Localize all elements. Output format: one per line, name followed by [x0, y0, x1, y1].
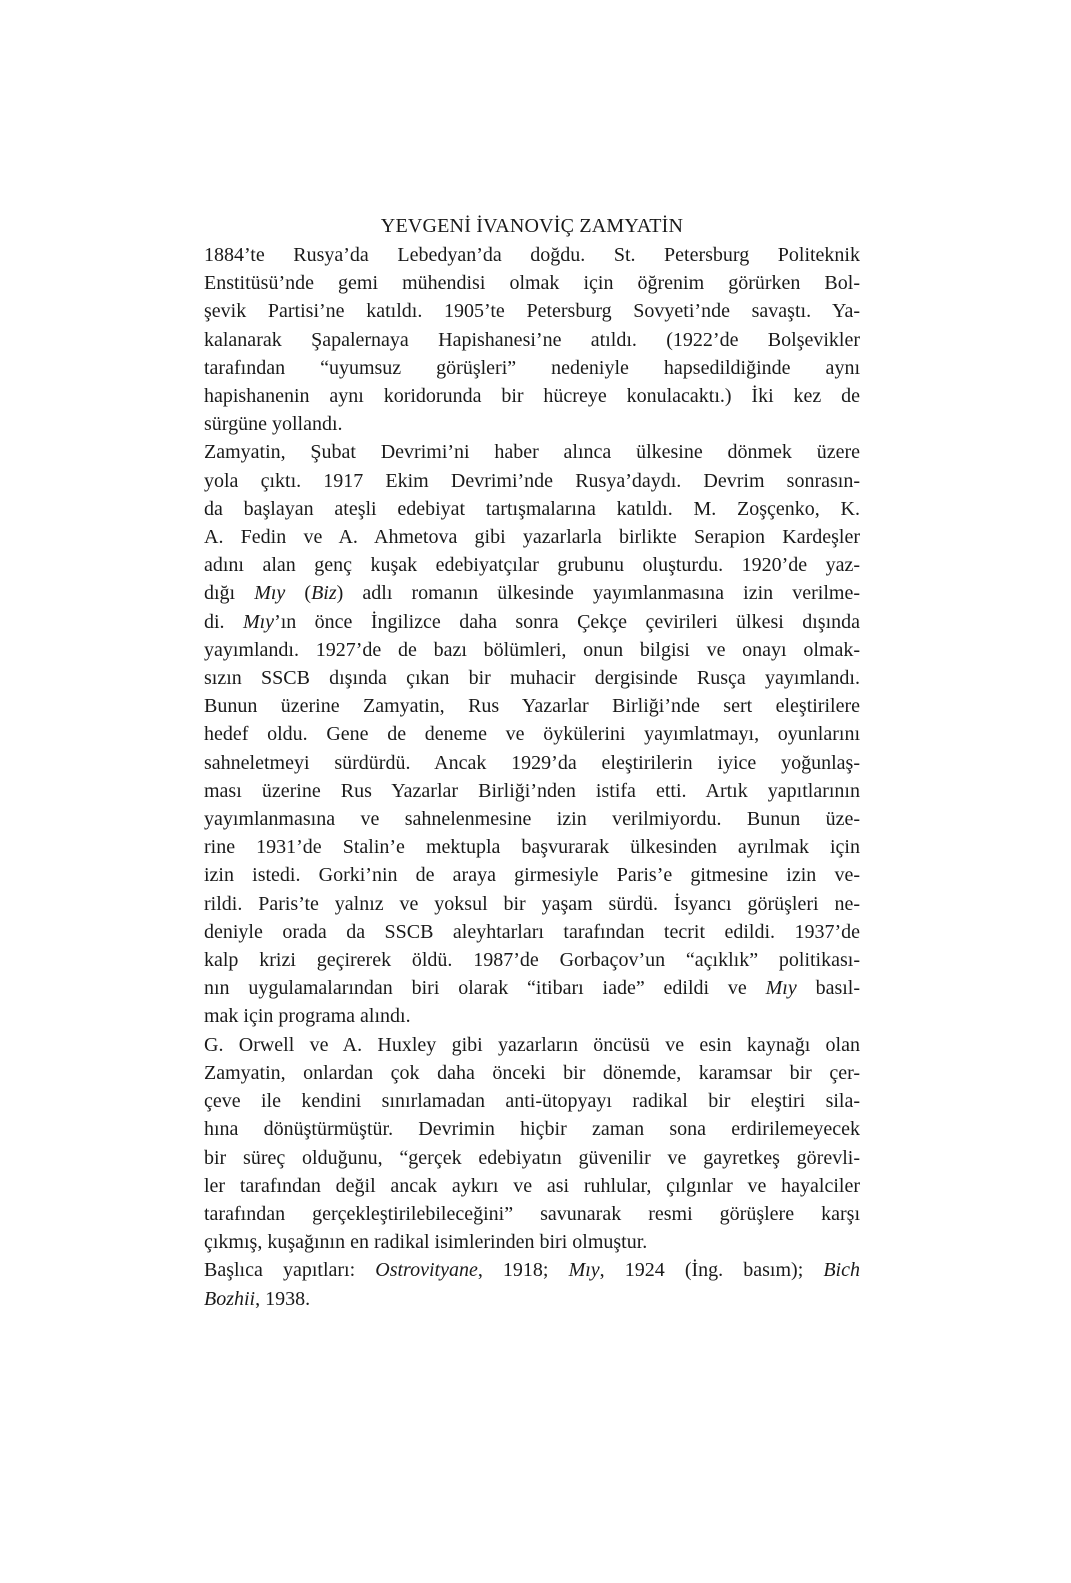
italic-title: Bich — [823, 1259, 860, 1282]
text-run: da başlayan ateşli edebiyat tartışmalarına katıldı. M. Zoşçenko, K. — [204, 497, 860, 520]
text-line — [204, 1228, 860, 1256]
text-line — [204, 1144, 860, 1172]
text-run: izin istedi. Gorki’nin de araya girmesiyle Paris’e gitmesine izin ve- — [204, 864, 860, 887]
paragraph — [204, 241, 860, 438]
text-line — [204, 805, 860, 833]
text-run: , 1938. — [255, 1287, 311, 1310]
text-line — [204, 1059, 860, 1087]
text-run: dığı — [204, 582, 255, 605]
text-run: ması üzerine Rus Yazarlar Birliği’nden istifa etti. Artık yapıtlarının — [204, 779, 860, 802]
text-line — [204, 1115, 860, 1143]
text-run: di. — [204, 610, 243, 633]
italic-title: Mıy — [254, 582, 286, 605]
text-run: ) adlı romanın ülkesinde yayımlanmasına izin verilme- — [336, 582, 860, 605]
text-line — [204, 918, 860, 946]
text-run: rildi. Paris’te yalnız ve yoksul bir yaşam sürdü. İsyancı görüşleri ne- — [204, 892, 860, 915]
text-run: tarafından gerçekleştirilebileceğini” savunarak resmi görüşlere karşı — [204, 1202, 860, 1225]
italic-title: Ostrovityane — [375, 1259, 478, 1282]
text-line — [204, 438, 860, 466]
text-run: Zamyatin, Şubat Devrimi’ni haber alınca ülkesine dönmek üzere — [204, 441, 860, 464]
text-run: çeve ile kendini sınırlamadan anti-ütopyayı radikal bir eleştiri sila- — [204, 1090, 860, 1113]
text-run: yola çıktı. 1917 Ekim Devrimi’nde Rusya’daydı. Devrim sonrasın- — [204, 469, 860, 492]
text-line — [204, 1285, 860, 1313]
text-line — [204, 354, 860, 382]
text-run: deniyle orada da SSCB aleyhtarları tarafından tecrit edildi. 1937’de — [204, 920, 860, 943]
text-run: Başlıca yapıtları: — [204, 1259, 376, 1282]
text-run: Zamyatin, onlardan çok daha önceki bir dönemde, karamsar bir çer- — [204, 1061, 860, 1084]
text-line — [204, 579, 860, 607]
text-line — [204, 1002, 860, 1030]
text-run: ler tarafından değil ancak aykırı ve asi ruhlular, çılgınlar ve hayalciler — [204, 1174, 860, 1197]
text-run: A. Fedin ve A. Ahmetova gibi yazarlarla birlikte Serapion Kardeşler — [204, 526, 860, 549]
paragraph — [204, 1256, 860, 1312]
text-line — [204, 608, 860, 636]
author-title: YEVGENİ İVANOVİÇ ZAMYATİN — [380, 215, 684, 237]
text-run: hedef oldu. Gene de deneme ve öykülerini yayımlatmayı, oyunlarını — [204, 723, 860, 746]
text-run: ( — [285, 582, 312, 605]
text-line — [204, 777, 860, 805]
text-run: tarafından “uyumsuz görüşleri” nedeniyle hapsedildiğinde aynı — [204, 356, 860, 379]
text-line — [204, 1031, 860, 1059]
text-run: basıl- — [796, 977, 861, 1000]
text-line — [204, 1087, 860, 1115]
text-run: yayımlanmasına ve sahnelenmesine izin verilmiyordu. Bunun üze- — [204, 808, 860, 831]
text-line — [204, 720, 860, 748]
text-line — [204, 382, 860, 410]
text-line — [204, 297, 860, 325]
text-run: çıkmış, kuşağının en radikal isimlerinden biri olmuştur. — [204, 1231, 648, 1254]
text-run: kalp krizi geçirerek öldü. 1987’de Gorbaçov’un “açıklık” politikası- — [204, 949, 860, 972]
text-line — [204, 269, 860, 297]
text-line — [204, 890, 860, 918]
text-run: şevik Partisi’ne katıldı. 1905’te Petersburg Sovyeti’nde savaştı. Ya- — [204, 300, 860, 323]
text-run: hapishanenin aynı koridorunda bir hücreye konulacaktı.) İki kez de — [204, 385, 860, 408]
biography-body — [204, 241, 860, 1313]
italic-title: Mıy — [242, 610, 275, 633]
biography-text — [204, 211, 860, 1313]
text-run: nın uygulamalarından biri olarak “itibarı iade” edildi ve — [204, 977, 766, 1000]
text-run: hına dönüştürmüştür. Devrimin hiçbir zaman sona erdirilemeyecek — [204, 1118, 860, 1141]
text-run: sızın SSCB dışında çıkan bir muhacir dergisinde Rusça yayımlandı. — [204, 667, 860, 690]
text-run: Enstitüsü’nde gemi mühendisi olmak için öğrenim görürken Bol- — [204, 272, 860, 295]
italic-title: Mıy — [568, 1259, 600, 1282]
text-line — [204, 326, 860, 354]
text-line — [204, 467, 860, 495]
text-run: G. Orwell ve A. Huxley gibi yazarların öncüsü ve esin kaynağı olan — [204, 1033, 860, 1056]
text-line — [204, 523, 860, 551]
text-run: kalanarak Şapalernaya Hapishanesi’ne atıldı. (1922’de Bolşevikler — [204, 328, 860, 351]
text-line — [204, 410, 860, 438]
text-run: bir süreç olduğunu, “gerçek edebiyatın güvenilir ve gayretkeş görevli- — [204, 1146, 860, 1169]
text-run: ’ın önce İngilizce daha sonra Çekçe çevirileri ülkesi dışında — [274, 610, 860, 633]
text-line — [204, 1256, 860, 1284]
text-run: yayımlandı. 1927’de de bazı bölümleri, onun bilgisi ve onayı olmak- — [204, 638, 860, 661]
text-line — [204, 1172, 860, 1200]
text-line — [204, 749, 860, 777]
text-run: 1884’te Rusya’da Lebedyan’da doğdu. St. Petersburg Politeknik — [204, 244, 860, 266]
italic-title: Bozhii — [204, 1287, 256, 1310]
text-line — [204, 974, 860, 1002]
text-line — [204, 664, 860, 692]
text-line — [204, 861, 860, 889]
paragraph — [204, 438, 860, 1030]
text-run: Bunun üzerine Zamyatin, Rus Yazarlar Birliği’nde sert eleştirilere — [204, 695, 860, 718]
text-run: sahneletmeyi sürdürdü. Ancak 1929’da eleştirilerin iyice yoğunlaş- — [204, 751, 860, 774]
text-line — [204, 495, 860, 523]
text-line — [204, 636, 860, 664]
italic-title: Biz — [311, 582, 337, 605]
text-run: , 1924 (İng. basım); — [599, 1259, 824, 1282]
paragraph — [204, 1031, 860, 1257]
text-run: rine 1931’de Stalin’e mektupla başvurarak ülkesinden ayrılmak için — [204, 836, 860, 859]
text-run: adını alan genç kuşak edebiyatçılar grubunu oluşturdu. 1920’de yaz- — [204, 554, 860, 577]
text-line — [204, 946, 860, 974]
italic-title: Mıy — [765, 977, 797, 1000]
text-line — [204, 692, 860, 720]
text-line — [204, 1200, 860, 1228]
text-line — [204, 241, 860, 269]
text-run: sürgüne yollandı. — [204, 413, 343, 436]
text-line — [204, 833, 860, 861]
text-run: , 1918; — [477, 1259, 569, 1282]
text-run: mak için programa alındı. — [204, 1005, 411, 1028]
text-line — [204, 551, 860, 579]
